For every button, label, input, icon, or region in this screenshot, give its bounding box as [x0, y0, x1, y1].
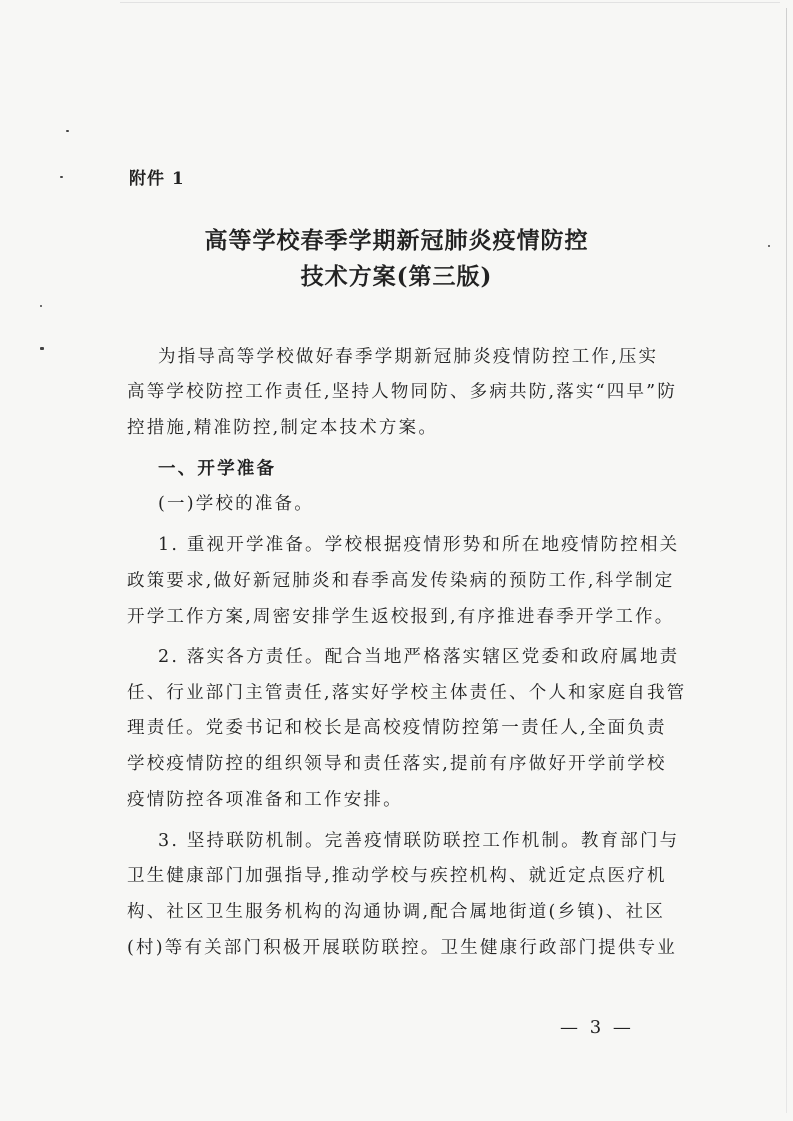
subsection-heading: (一)学校的准备。	[158, 494, 314, 514]
document-title-line-2: 技术方案(第三版)	[300, 263, 493, 290]
scan-edge-top	[120, 2, 780, 3]
scan-speck	[66, 130, 69, 132]
body-line: 学校疫情防控的组织领导和责任落实,提前有序做好开学前学校	[127, 754, 667, 774]
body-line: 3. 坚持联防机制。完善疫情联防联控工作机制。教育部门与	[158, 831, 680, 851]
body-line: 开学工作方案,周密安排学生返校报到,有序推进春季开学工作。	[127, 607, 675, 627]
body-line: 政策要求,做好新冠肺炎和春季高发传染病的预防工作,科学制定	[127, 571, 675, 591]
scan-speck	[60, 176, 63, 178]
scan-speck	[40, 305, 42, 307]
scan-speck	[40, 347, 44, 350]
body-line: 卫生健康部门加强指导,推动学校与疾控机构、就近定点医疗机	[127, 866, 667, 886]
attachment-label: 附件 1	[129, 169, 185, 189]
body-line: 2. 落实各方责任。配合当地严格落实辖区党委和政府属地责	[158, 647, 680, 667]
page-number: — 3 —	[560, 1017, 634, 1038]
body-line: 为指导高等学校做好春季学期新冠肺炎疫情防控工作,压实	[158, 347, 659, 367]
body-line: 高等学校防控工作责任,坚持人物同防、多病共防,落实“四早”防	[127, 382, 678, 402]
body-line: 理责任。党委书记和校长是高校疫情防控第一责任人,全面负责	[127, 718, 667, 738]
scan-edge-right	[786, 8, 787, 1113]
body-line: 疫情防控各项准备和工作安排。	[127, 790, 403, 810]
body-line: 任、行业部门主管责任,落实好学校主体责任、个人和家庭自我管	[127, 683, 687, 703]
body-line: 1. 重视开学准备。学校根据疫情形势和所在地疫情防控相关	[158, 535, 680, 555]
body-line: 控措施,精准防控,制定本技术方案。	[127, 418, 439, 438]
section-heading: 一、开学准备	[158, 459, 277, 479]
body-line: (村)等有关部门积极开展联防联控。卫生健康行政部门提供专业	[127, 938, 677, 958]
document-title-line-1: 高等学校春季学期新冠肺炎疫情防控	[204, 227, 589, 254]
body-line: 构、社区卫生服务机构的沟通协调,配合属地街道(乡镇)、社区	[127, 902, 666, 922]
